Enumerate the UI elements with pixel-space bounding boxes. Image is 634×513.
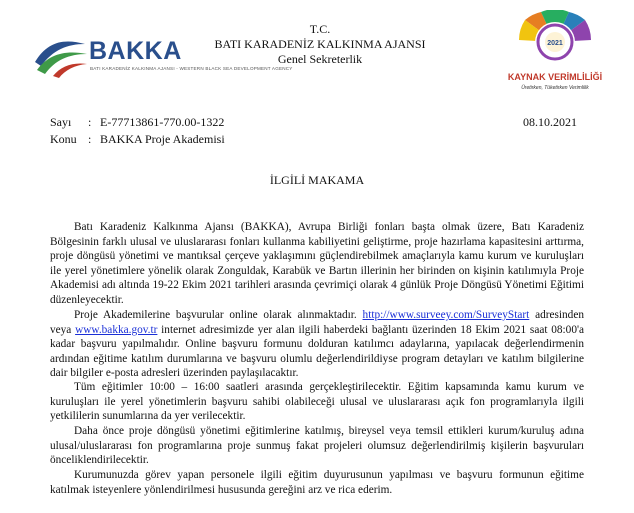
kalkinma-yili-emblem-icon xyxy=(505,10,605,74)
sayi-value: E-77713861-770.00-1322 xyxy=(100,115,225,129)
document-date: 08.10.2021 xyxy=(523,115,577,129)
konu-value: BAKKA Proje Akademisi xyxy=(100,132,225,146)
kaynak-verimliligi-logo xyxy=(505,10,605,105)
paragraph-2-rest: internet adresimizde yer alan ilgili haberdeki bağlantı üzerinden 18 Ekim 2021 saat 08:00'a kadar başvuru yapılmalıdır. Online başvuru formunu dolduran katılımcı adaylarına, yapılacak değerlendirmenin ardından eğitime katılım durumlarına ve başvuru olumlu değerlendirildiyse program detayları ve katılım bilgilerine dair bilgiler e-posta adresleri üzerinden paylaşılacaktır. xyxy=(50,323,585,380)
paragraph-5-text: Kurumunuzda görev yapan personele ilgili eğitim duyurusunun yapılması ve başvuru formunun eğitime katılmak isteyenlere yönlendirilmesi hususunda gereğini arz ve rica ederim. xyxy=(50,469,584,496)
bakka-wordmark: BAKKA xyxy=(89,37,182,65)
header-office: Genel Sekreterlik xyxy=(277,52,363,66)
paragraph-1-text: Batı Karadeniz Kalkınma Ajansı (BAKKA), Avrupa Birliği fonları başta olmak üzere, Batı Karadeniz Bölgesinin farklı ulusal ve uluslararası fonları kullanma kabiliyetini geliştirme, proje hazırlama kapasitesini arttırma, proje döngüsü yönetimi ve mantıksal çerçeve yaklaşımını güçlendirebilmek amaçlarıyla kamu kurum ve kuruluşları ile yerel yönetimlere yönelik olarak Zonguldak, Karabük ve Bartın illerinin her birinden on kişinin katılımıyla Proje Akademisi adı altında 19-22 Ekim 2021 tarihleri arasında çevrimiçi olarak 4 günlük Proje Döngüsü Yönetimi Eğitimi düzenleyecektir. xyxy=(50,221,584,306)
paragraph-5 xyxy=(50,468,584,497)
paragraph-4-text: Daha önce proje döngüsü yönetimi eğitimlerine katılmış, bireysel veya temsil ettikleri kurum/kuruluş adına ulusal/uluslararası fon programlarına proje sunmuş fakat projeleri olumsuz değerlendirilmiş kişilerin başvuruları önceliklendirilecektir. xyxy=(50,425,584,467)
paragraph-2 xyxy=(50,308,584,381)
paragraph-2-mid: adresinden veya xyxy=(50,309,584,336)
konu-label: Konu xyxy=(50,132,77,146)
paragraph-3-text: Tüm eğitimler 10:00 – 16:00 saatleri arasında gerçekleştirilecektir. Eğitim kapsamında kamu kurum ve kuruluşları ile yerel yönetimlerin başvuru sahibi olabileceği ulusal ve uluslararası açık fon programlarıyla ilgili yetkililerin sunumlarına da yer verilecektir. xyxy=(50,381,584,423)
paragraph-1 xyxy=(50,220,584,308)
konu-sep: : xyxy=(88,132,92,146)
bakka-subtitle: BATI KARADENİZ KALKINMA AJANSI - WESTERN BLACK SEA DEVELOPMENT AGENCY xyxy=(90,66,293,71)
sayi-sep: : xyxy=(88,115,92,129)
header-agency: BATI KARADENİZ KALKINMA AJANSI xyxy=(214,37,426,51)
bakka-logo xyxy=(33,30,293,80)
paragraph-3 xyxy=(50,380,584,424)
letterhead xyxy=(200,22,440,67)
paragraph-2-intro: Proje Akademilerine başvurular online olarak alınmaktadır. xyxy=(74,309,357,321)
bakka-website-link[interactable]: www.bakka.gov.tr xyxy=(75,323,158,336)
bakka-wave-icon xyxy=(33,32,89,80)
kaynak-verimliligi-subtitle: Üretirken, Tüketirken Verimlilik xyxy=(521,85,589,91)
kaynak-verimliligi-title: KAYNAK VERİMLİLİĞİ xyxy=(507,72,603,82)
header-tc: T.C. xyxy=(309,22,331,36)
paragraph-4 xyxy=(50,424,584,468)
emblem-year: 2021 xyxy=(547,40,563,47)
survey-link[interactable]: http://www.surveey.com/SurveyStart xyxy=(362,309,530,321)
sayi-label: Sayı xyxy=(50,115,72,129)
recipient-heading: İLGİLİ MAKAMA xyxy=(269,173,365,187)
